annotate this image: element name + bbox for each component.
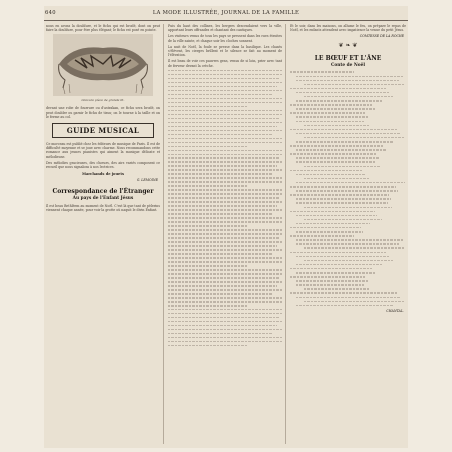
poem-line-placeholder (304, 125, 369, 127)
poem-line-placeholder (290, 292, 398, 294)
text-line-placeholder (168, 82, 282, 84)
poem-line-placeholder (304, 137, 405, 139)
text-line-placeholder (168, 329, 282, 331)
text-line-placeholder (168, 225, 248, 227)
poem-line-placeholder (296, 182, 405, 184)
poem-line-placeholder (290, 170, 363, 172)
text-line-placeholder (168, 237, 280, 239)
column-divider (163, 24, 164, 444)
text-line-placeholder (168, 130, 282, 132)
text-line-placeholder (168, 341, 282, 343)
poem-line-placeholder (304, 178, 370, 180)
text-line-placeholder (168, 289, 282, 291)
text-line-placeholder (168, 325, 277, 327)
text-line-placeholder (168, 138, 282, 140)
poem-line-placeholder (296, 76, 403, 78)
text-line-placeholder (168, 94, 273, 96)
guide-signature: G. LEMOINE (136, 178, 158, 183)
text-line-placeholder (168, 293, 273, 295)
intro-text: nous en avons la doublure, et le fichu qui est brodé, dont on peut faire la doublure, pour être plus élégant; le fichu est posé en pointe. (46, 24, 160, 33)
poem-line-placeholder (296, 149, 386, 151)
poem-line-placeholder (296, 231, 363, 233)
text-line-placeholder (168, 70, 282, 72)
text-line-placeholder (168, 78, 280, 80)
column-right (290, 24, 406, 444)
text-line-placeholder (168, 281, 282, 283)
text-line-placeholder (168, 146, 248, 148)
guide-text: Ce morceau est publié chez les éditeurs de musique de Paris. Il est de difficulté moyenne et se joue avec charme. Nous recommandons cette romance aux jeunes pianistes qui aiment la musique délicate et mélodieuse. (46, 142, 160, 159)
text-line-placeholder (168, 86, 277, 88)
poem-line-placeholder (296, 80, 399, 82)
poem-line-placeholder (304, 260, 393, 262)
text-line-placeholder (168, 157, 280, 159)
text-line-placeholder (168, 217, 282, 219)
text-line-placeholder (168, 333, 273, 335)
text-line-placeholder (168, 305, 248, 307)
poem-line-placeholder (296, 305, 393, 307)
text-line-placeholder (168, 209, 282, 211)
poem-line-placeholder (304, 288, 369, 290)
column-left (46, 24, 160, 444)
middle-text-b: Les visiteurs venus de tous les pays se pressent dans les rues étroites de la ville sainte, et chaque soir les cloches sonnent. (168, 34, 282, 43)
text-line-placeholder (168, 177, 282, 179)
poem-line-placeholder (296, 161, 376, 163)
journal-page (44, 6, 408, 448)
text-line-placeholder (168, 321, 282, 323)
poem-line-placeholder (290, 194, 389, 196)
middle-text-d: Il est beau de voir ces pauvres gens, venus de si loin, prier avec tant de ferveur devant la crèche. (168, 59, 282, 68)
poem-line-placeholder (304, 219, 382, 221)
text-line-placeholder (168, 118, 280, 120)
text-line-placeholder (168, 221, 282, 223)
text-line-placeholder (168, 122, 282, 124)
text-line-placeholder (168, 74, 282, 76)
after-figure-text: devant une robe de fourrure ou d'astrakan, ce fichu sera brodé, on peut doubler ou garnir le fichu de tissu; on le tourne à la taille et on le ferme au col. (46, 106, 160, 119)
marches-heading: Marchands de jouets (81, 172, 125, 177)
middle-text-a: Puis du haut des collines, les bergers descendaient vers la ville, apportant leurs offrandes et chantant des cantiques. (168, 24, 282, 33)
poem-line-placeholder (290, 145, 384, 147)
poem-line-placeholder (296, 190, 398, 192)
correspondance-subheading: Au pays de l'Enfant Jésus (72, 196, 134, 202)
poem-line-placeholder (296, 116, 368, 118)
text-line-placeholder (168, 114, 282, 116)
article-author: COMTESSE DE LA ROCHE (359, 34, 404, 39)
text-line-placeholder (168, 134, 273, 136)
poem-line-placeholder (304, 301, 405, 303)
guide-musical-heading: GUIDE MUSICAL (52, 123, 154, 138)
poem-line-placeholder (296, 121, 364, 123)
poem-line-placeholder (296, 92, 389, 94)
poem-line-placeholder (296, 133, 400, 135)
text-line-placeholder (168, 241, 282, 243)
poem-line-placeholder (296, 174, 366, 176)
text-line-placeholder (168, 165, 277, 167)
text-line-placeholder (168, 197, 280, 199)
text-line-placeholder (168, 265, 248, 267)
journal-title: LA MODE ILLUSTRÉE, JOURNAL DE LA FAMILLE (152, 10, 300, 16)
poem-line-placeholder (290, 129, 398, 131)
text-line-placeholder (168, 181, 282, 183)
poem-line-placeholder (296, 100, 382, 102)
poem-line-placeholder (296, 272, 375, 274)
poem-line-placeholder (290, 276, 365, 278)
text-line-placeholder (168, 161, 282, 163)
poem-line-placeholder (296, 297, 400, 299)
text-line-placeholder (168, 273, 282, 275)
poem-line-placeholder (304, 247, 404, 249)
poem-line-placeholder (296, 202, 388, 204)
poem-line-placeholder (290, 268, 372, 270)
text-line-placeholder (168, 233, 282, 235)
poem-line-placeholder (296, 280, 368, 282)
text-line-placeholder (168, 301, 282, 303)
column-middle (168, 24, 282, 444)
text-line-placeholder (168, 249, 282, 251)
text-line-placeholder (168, 110, 282, 112)
poem-line-placeholder (290, 235, 354, 237)
text-line-placeholder (168, 169, 282, 171)
poem-line-placeholder (290, 104, 372, 106)
text-line-placeholder (168, 189, 282, 191)
text-line-placeholder (168, 253, 273, 255)
ornament-divider: ❦ ❧ ❦ (338, 42, 358, 50)
middle-text-c: La nuit de Noël, la foule se presse dans la basilique. Les chants s'élèvent, les cierges brillent et le silence se fait au moment de l'élévation. (168, 44, 282, 58)
poem-line-placeholder (296, 239, 403, 241)
text-line-placeholder (168, 309, 282, 311)
text-line-placeholder (168, 98, 282, 100)
text-line-placeholder (168, 317, 280, 319)
poem-line-placeholder (296, 215, 377, 217)
text-line-placeholder (168, 245, 277, 247)
figure-caption: Gravure pièce de grande lit. (81, 98, 125, 103)
text-line-placeholder (168, 229, 282, 231)
page-number: 640 (45, 10, 56, 16)
poem-line-placeholder (290, 112, 365, 114)
text-line-placeholder (168, 285, 277, 287)
poem-line-placeholder (290, 88, 386, 90)
text-line-placeholder (168, 297, 282, 299)
text-line-placeholder (168, 257, 282, 259)
poem-subtitle: Conte de Noël (330, 63, 366, 69)
right-text-a: Et le soir, dans les maisons, on allume le feu, on prépare le repas de Noël, et les enfants attendent avec impatience la venue du petit Jésus. (290, 24, 406, 33)
text-line-placeholder (168, 142, 282, 144)
poem-line-placeholder (290, 211, 375, 213)
correspondance-text: Il est beau Bethléem au moment de Noël. C'est là que tant de pèlerins viennent chaque année, pour voir la grotte où naquit le divin Enfant. (46, 204, 160, 213)
poem-line-placeholder (296, 157, 380, 159)
text-line-placeholder (168, 269, 282, 271)
poem-line-placeholder (290, 71, 354, 73)
text-line-placeholder (168, 126, 277, 128)
header-rule (44, 20, 408, 21)
poem-line-placeholder (296, 243, 399, 245)
text-line-placeholder (168, 185, 248, 187)
poem-line-placeholder (290, 227, 361, 229)
poem-line-placeholder (304, 96, 393, 98)
text-line-placeholder (168, 205, 277, 207)
text-line-placeholder (168, 337, 282, 339)
text-line-placeholder (168, 193, 282, 195)
text-line-placeholder (168, 173, 273, 175)
text-line-placeholder (168, 90, 282, 92)
text-line-placeholder (168, 213, 273, 215)
poem-line-placeholder (304, 166, 381, 168)
poem-line-placeholder (296, 284, 364, 286)
poem-line-placeholder (290, 252, 386, 254)
text-line-placeholder (168, 313, 282, 315)
poem-line-placeholder (304, 207, 392, 209)
poem-line-placeholder (304, 84, 404, 86)
text-line-placeholder (168, 102, 282, 104)
poem-title: LE BŒUF ET L'ÂNE (314, 55, 382, 63)
poem-line-placeholder (296, 198, 391, 200)
fichu-illustration (53, 34, 153, 96)
page-header (44, 6, 408, 20)
poem-line-placeholder (296, 223, 370, 225)
text-line-placeholder (168, 154, 282, 156)
poem-line-placeholder (296, 256, 389, 258)
poem-line-placeholder (290, 186, 396, 188)
text-line-placeholder (168, 201, 282, 203)
text-line-placeholder (168, 345, 248, 347)
poem-line-placeholder (296, 264, 382, 266)
poem-line-placeholder (296, 108, 375, 110)
guide-text-2: Des mélodies gracieuses, des chœurs, des airs variés composent ce recueil que nous signalons à nos lectrices. (46, 160, 160, 170)
poem-body (290, 71, 406, 306)
text-line-placeholder (168, 106, 248, 108)
poem-line-placeholder (290, 153, 377, 155)
text-line-placeholder (168, 261, 282, 263)
poem-signature: CHANTAL. (386, 308, 404, 313)
text-line-placeholder (168, 277, 280, 279)
poem-line-placeholder (296, 141, 393, 143)
correspondance-heading: Correspondance de l'Étranger (52, 188, 154, 196)
column-divider (285, 24, 286, 444)
text-line-placeholder (168, 150, 282, 152)
